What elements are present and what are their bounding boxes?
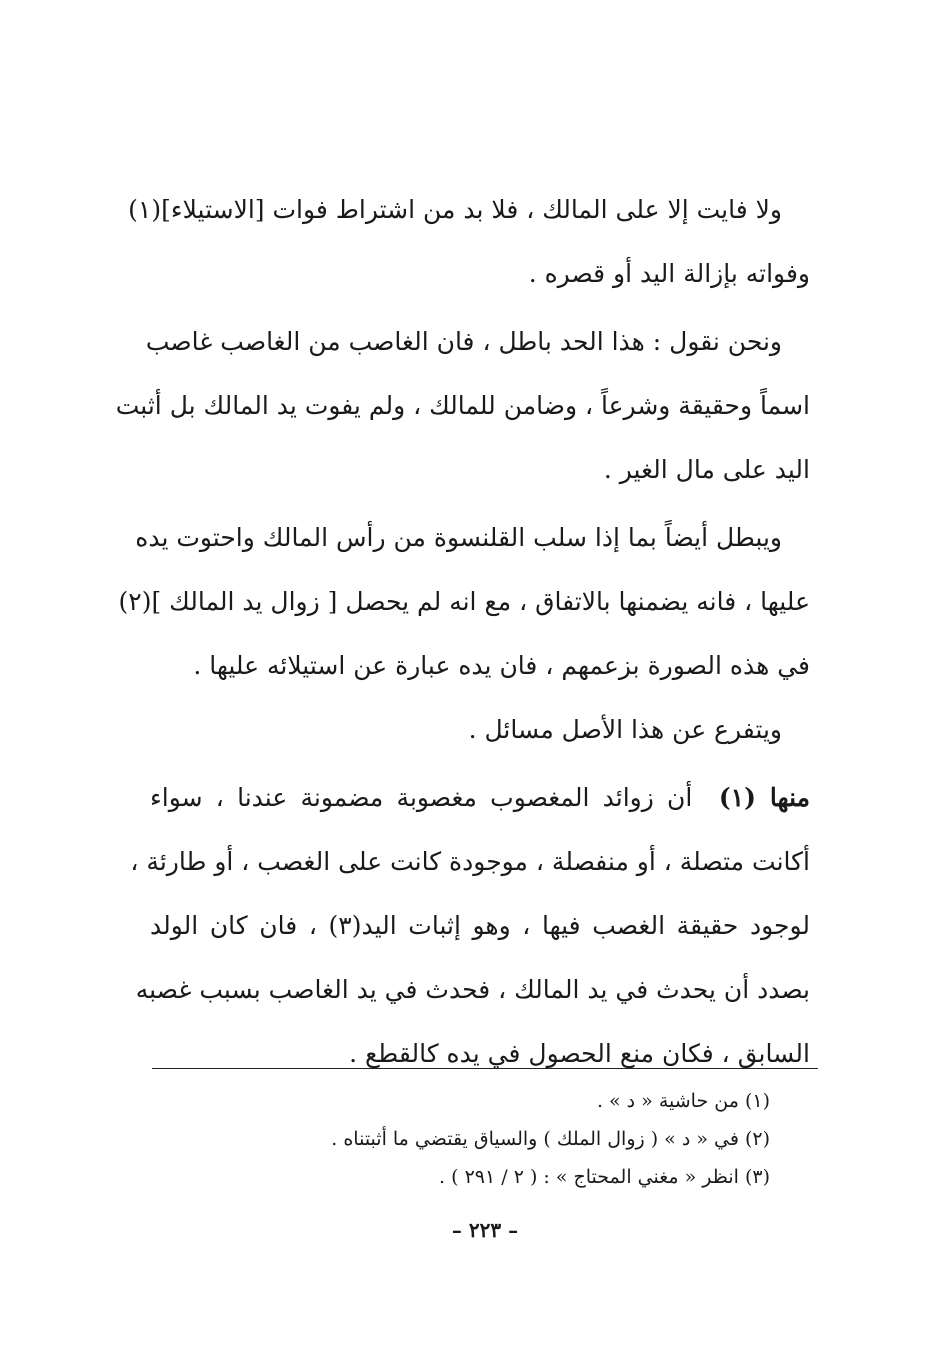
main-text bbox=[115, 178, 811, 1086]
page-number: – ٢٢٣ – bbox=[451, 1218, 519, 1242]
text-line: اسماً وحقيقة وشرعاً ، وضامن للمالك ، ولم يفوت يد المالك بل أثبت bbox=[115, 391, 810, 420]
text-line: ويبطل أيضاً بما إذا سلب القلنسوة من رأس المالك واحتوت يده bbox=[135, 523, 782, 552]
text-line: ولا فايت إلا على المالك ، فلا بد من اشتراط فوات [الاستيلاء](١) bbox=[128, 195, 782, 224]
text-line: أكانت متصلة ، أو منفصلة ، موجودة كانت على الغصب ، أو طارئة ، bbox=[130, 847, 810, 876]
text-line bbox=[150, 766, 810, 830]
footnote-divider bbox=[152, 1068, 818, 1069]
text-segment: أن زوائد المغصوب مغصوبة مضمونة عندنا ، سواء bbox=[150, 783, 693, 812]
footnote-3: (٣) انظر « مغني المحتاج » : ( ٢ / ٢٩١ ) . bbox=[439, 1166, 770, 1188]
text-line: اليد على مال الغير . bbox=[603, 455, 810, 484]
text-line: وفواته بإزالة اليد أو قصره . bbox=[528, 259, 810, 288]
text-line: في هذه الصورة بزعمهم ، فان يده عبارة عن استيلائه عليها . bbox=[193, 651, 810, 680]
text-line: لوجود حقيقة الغصب فيها ، وهو إثبات اليد(٣) ، فان كان الولد bbox=[150, 911, 810, 940]
text-line: عليها ، فانه يضمنها بالاتفاق ، مع انه لم يحصل [ زوال يد المالك ](٢) bbox=[118, 587, 810, 616]
text-line: السابق ، فكان منع الحصول في يده كالقطع . bbox=[349, 1039, 810, 1068]
text-line: ونحن نقول : هذا الحد باطل ، فان الغاصب من الغاصب غاصب bbox=[145, 327, 782, 356]
footnote-1: (١) من حاشية « د » . bbox=[596, 1090, 770, 1112]
footnote-2: (٢) في « د » ( زوال الملك ) والسياق يقتضي ما أثبتناه . bbox=[331, 1128, 770, 1150]
text-line: بصدد أن يحدث في يد المالك ، فحدث في يد الغاصب بسبب غصبه bbox=[135, 975, 810, 1004]
text-line: ويتفرع عن هذا الأصل مسائل . bbox=[468, 715, 782, 744]
footnotes bbox=[150, 1082, 770, 1196]
issue-heading: منها (١) bbox=[718, 783, 811, 812]
